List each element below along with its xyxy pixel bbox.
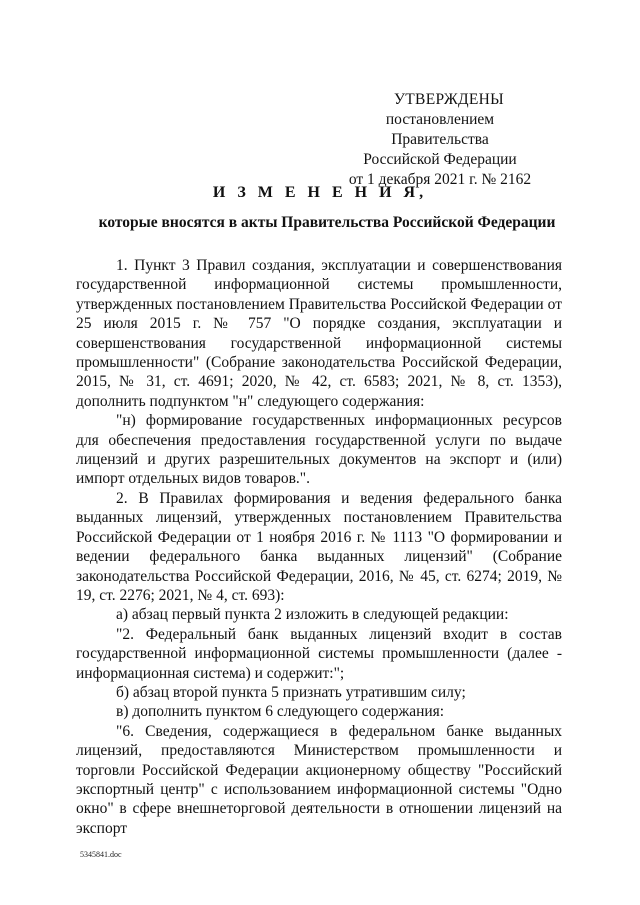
paragraph-subpoint-a: а) абзац первый пункта 2 изложить в следующей редакции:: [116, 606, 509, 624]
paragraph-subpoint-b: б) абзац второй пункта 5 признать утратившим силу;: [116, 683, 466, 701]
approval-line-federation: Российской Федерации: [363, 151, 517, 168]
approval-block: [340, 90, 540, 190]
paragraph-quote-6: "6. Сведения, содержащиеся в федеральном банке выданных лицензий, предоставляются Министерством промышленности и торговли Российской Федерации акционерному обществу "Российский экспортный центр" с использованием информационной системы "Одно окно" в сфере внешнеторговой деятельности в отношении лицензий на экспорт: [76, 722, 562, 837]
document-body: [76, 256, 562, 838]
document-filename: 5345841.doc: [80, 850, 122, 859]
paragraph-item-1: 1. Пункт 3 Правил создания, эксплуатации и совершенствования государственной информационной системы промышленности, утвержденных постановлением Правительства Российской Федерации от 25 июля 2015 г. № 757 "О порядке создания, эксплуатации и совершенствования государственной информационной системы промышленности" (Собрание законодательства Российской Федерации, 2015, № 31, ст. 4691; 2020, № 42, ст. 6583; 2021, № 8, ст. 1353), дополнить подпунктом "н" следующего содержания:: [76, 257, 562, 410]
paragraph-quote-2: "2. Федеральный банк выданных лицензий входит в состав государственной информационной системы промышленности (далее - информационная система) и содержит:";: [76, 625, 562, 682]
document-heading: [0, 184, 640, 232]
approval-title: УТВЕРЖДЕНЫ: [394, 91, 504, 108]
paragraph-subpoint-v: в) дополнить пунктом 6 следующего содержания:: [116, 703, 445, 721]
paragraph-item-2: 2. В Правилах формирования и ведения федерального банка выданных лицензий, утвержденных постановлением Правительства Российской Федерации от 1 ноября 2016 г. № 1113 "О формировании и ведении федерального банка выданных лицензий" (Собрание законодательства Российской Федерации, 2016, № 45, ст. 6274; 2019, № 19, ст. 2276; 2021, № 4, ст. 693):: [76, 489, 562, 604]
document-subtitle: которые вносятся в акты Правительства Российской Федерации: [98, 214, 556, 231]
paragraph-subpoint-n: "н) формирование государственных информационных ресурсов для обеспечения предоставления государственной услуги по выдаче лицензий и других разрешительных документов на экспорт и (или) импорт отдельных видов товаров.".: [76, 412, 562, 488]
document-title: И З М Е Н Е Н И Я,: [212, 184, 428, 201]
approval-line-resolution: постановлением Правительства: [385, 111, 495, 148]
approval-line-date-number: от 1 декабря 2021 г. № 2162: [348, 171, 532, 188]
